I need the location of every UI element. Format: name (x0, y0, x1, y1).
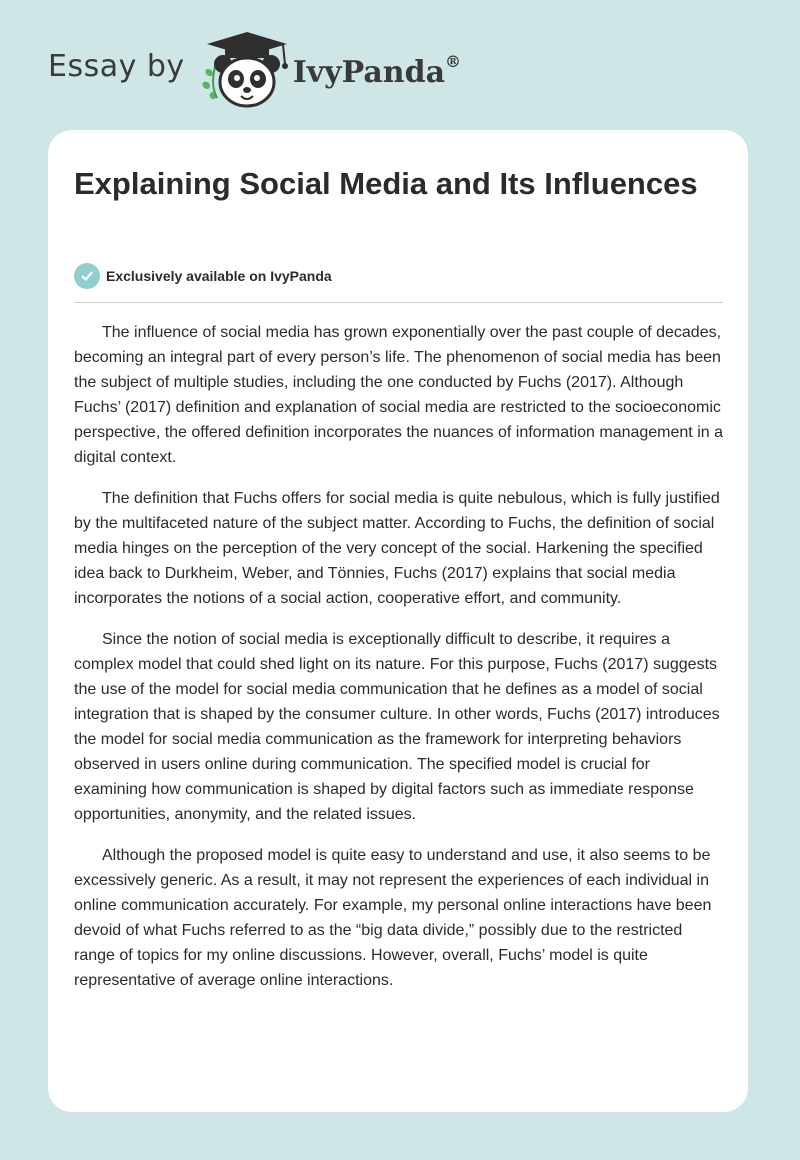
paragraph: The influence of social media has grown exponentially over the past couple of decades, becoming an integral part of every person’s life. The phenomenon of social media has been the subject of multiple studies, including the one conducted by Fuchs (2017). Although Fuchs’ (2017) definition and explanation of social media are restricted to the socioeconomic perspective, the offered definition incorporates the nuances of information management in a digital context. (74, 324, 723, 466)
exclusive-label: Exclusively available on IvyPanda (106, 268, 332, 284)
brand-name: IvyPanda® (292, 51, 462, 90)
panda-graduation-cap-icon (199, 30, 291, 110)
exclusive-badge (74, 263, 332, 289)
paragraph: Since the notion of social media is exceptionally difficult to describe, it requires a complex model that could shed light on its nature. For this purpose, Fuchs (2017) suggests the use of the model for social media communication that he defines as a model of social integration that is shaped by the consumer culture. In other words, Fuchs (2017) introduces the model for social media communication as the framework for interpreting behaviors observed in users online during communication. The specified model is crucial for examining how communication is shaped by digital factors such as immediate response opportunities, anonymity, and the related issues. (74, 631, 720, 823)
essay-card (48, 130, 748, 1112)
divider (74, 302, 723, 303)
brand-header[interactable] (48, 30, 461, 110)
paragraph: Although the proposed model is quite easy to understand and use, it also seems to be excessively generic. As a result, it may not represent the experiences of each individual in online communication accurately. For example, my personal online interactions have been devoid of what Fuchs referred to as the “big data divide,” possibly due to the restricted range of topics for my online discussions. However, overall, Fuchs’ model is quite representative of average online interactions. (74, 847, 712, 989)
essay-body (74, 320, 726, 1009)
page-title: Explaining Social Media and Its Influences (74, 166, 698, 201)
brand-prefix: Essay by (48, 48, 185, 84)
check-icon (74, 263, 100, 289)
registered-mark: ® (445, 51, 462, 71)
paragraph: The definition that Fuchs offers for social media is quite nebulous, which is fully justified by the multifaceted nature of the subject matter. According to Fuchs, the definition of social media hinges on the perception of the very concept of the social. Harkening the specified idea back to Durkheim, Weber, and Tönnies, Fuchs (2017) explains that social media incorporates the notions of a social action, cooperative effort, and community. (74, 490, 720, 607)
